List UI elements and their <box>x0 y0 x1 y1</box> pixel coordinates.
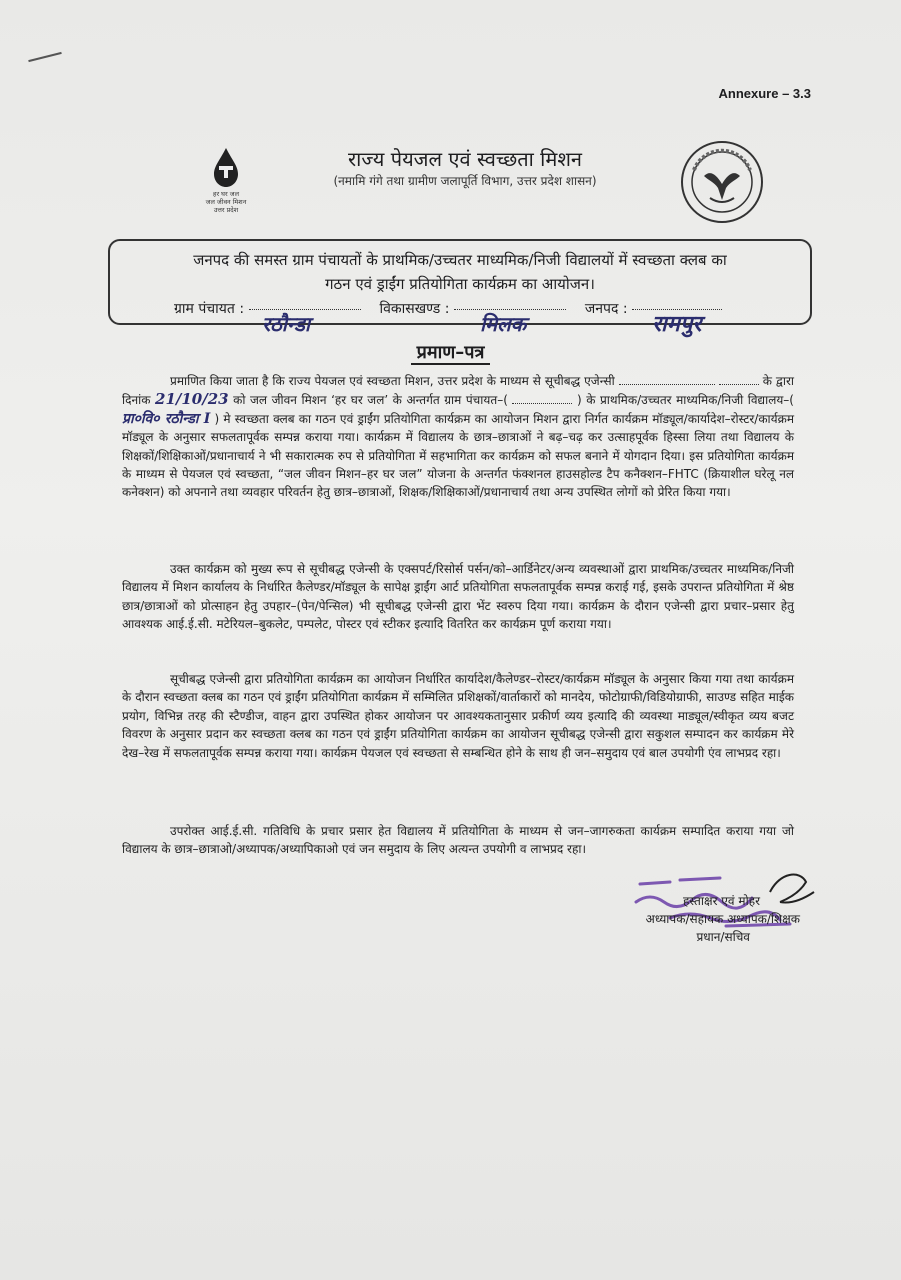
logo-tagline <box>196 190 256 214</box>
para1-text-e: ) मे स्वच्छता क्लब का गठन एवं ड्राईंग प्रतियोगिता कार्यक्रम का आयोजन मिशन द्वारा निर्गत कार्यक्रम मॉड्यूल/कार्यादेश–रोस्टर/कार्यक्रम मॉड्यूल के अनुसार सफलतापूर्वक सम्पन्न कराया गया। कार्यक्रम में विद्यालय के छात्र–छात्राओं ने बढ़–चढ़ कर उत्साहपूर्वक हिस्सा लिया तथा विद्यालय के शिक्षकों/शिक्षिकाओं/प्रधानाचार्य ने भी सकारात्मक रुप से प्रतियोगिता में सहभागिता कर कार्यक्रम को सफल बनाने में योगदान दिया। इस प्रतियोगिता कार्यक्रम के माध्यम से पेयजल एवं स्वच्छता, “जल जीवन मिशन–हर घर जल” योजना के अन्तर्गत फंक्शनल हाउसहोल्ड टैप कनैक्शन–FHTC (क्रियाशील घरेलू नल कनेक्शन) को अपनाने तथा व्यवहार परिवर्तन हेतु छात्र–छात्राओं, शिक्षक/शिक्षिकाओं/प्रधानाचार्य तथा अन्य उपस्थित लोगों को प्रेरित किया गया। <box>122 411 794 500</box>
signature-line-1: हस्ताक्षर एवं मोहर <box>682 894 760 908</box>
signature-block <box>580 880 800 946</box>
up-government-emblem-icon <box>680 140 764 224</box>
para1-text-d: ) के प्राथमिक/उच्चतर माध्यमिक/निजी विद्यालय–( <box>577 393 794 408</box>
para2-text: उक्त कार्यक्रम को मुख्य रूप से सूचीबद्ध एजेन्सी के एक्सपर्ट/रिसोर्स पर्सन/को–आर्डिनेटर/अन्य व्यवस्थाओं द्वारा प्राथमिक/उच्चतर माध्यमिक/निजी विद्यालय में मिशन कार्यालय के निर्धारित कैलेण्डर/मॉड्यूल के सापेक्ष ड्राईंग आर्ट प्रतियोगिता सफलतापूर्वक सम्पन्न कराई गई, इसके उपरान्त प्रतियोगिता में श्रेष्ठ छात्र/छात्राओं को प्रोत्साहन हेतु उपहार–(पेन/पेन्सिल) भी सूचीबद्ध एजेन्सी द्वारा भेंट स्वरुप दिया गया। कार्यक्रम के दौरान एजेन्सी द्वारा प्रचार–प्रसार हेतु आवश्यक आई.ई.सी. मटेरियल–बुकलेट, पम्पलेट, पोस्टर एवं स्टीकर इत्यादि वितरित कर कार्यक्रम पूर्ण कराया गया। <box>122 562 794 632</box>
mission-subtitle: (नमामि गंगे तथा ग्रामीण जलापूर्ति विभाग, उत्तर प्रदेश शासन) <box>333 174 597 188</box>
paper-mark <box>28 52 61 62</box>
paragraph-1 <box>122 372 794 502</box>
para1-text-b: के द्वारा दिनांक <box>122 374 794 408</box>
paragraph-3 <box>122 670 794 762</box>
logo-line-3: उत्तर प्रदेश <box>213 206 239 214</box>
paragraph-2 <box>122 560 794 634</box>
jal-jeevan-logo <box>196 146 256 216</box>
certificate-title-text: प्रमाण–पत्र <box>411 342 491 365</box>
janpad-label: जनपद : <box>584 301 628 317</box>
header <box>300 146 630 190</box>
water-drop-icon <box>210 146 242 188</box>
program-date: 21/10/23 <box>155 390 229 409</box>
program-title-line-1: जनपद की समस्त ग्राम पंचायतों के प्राथमिक/उच्चतर माध्यमिक/निजी विद्यालयों में स्वच्छता क्लब का <box>193 251 727 269</box>
para4-text: उपरोक्त आई.ई.सी. गतिविधि के प्रचार प्रसार हेत विद्यालय में प्रतियोगिता के माध्यम से जन–जागरुकता कार्यक्रम सम्पादित कराया गया जो विद्यालय के छात्र–छात्राओ/अध्यापक/अध्यापिकाओ एवं जन समुदाय के लिए अत्यन्त उपयोगी व लाभप्रद रहा। <box>122 824 794 857</box>
para1-text-c: को जल जीवन मिशन ‘हर घर जल’ के अन्तर्गत ग्राम पंचायत–( <box>233 393 508 408</box>
program-title-box <box>108 239 812 325</box>
gram-panchayat-value: रठौन्डा <box>262 312 311 336</box>
paragraph-4 <box>122 822 794 859</box>
janpad-value: रामपुर <box>652 311 702 337</box>
certificate-title <box>0 340 901 364</box>
mission-title: राज्य पेयजल एवं स्वच्छता मिशन <box>347 147 583 171</box>
para1-text-a: प्रमाणित किया जाता है कि राज्य पेयजल एवं स्वच्छता मिशन, उत्तर प्रदेश के माध्यम से सूचीबद्ध एजेन्सी <box>170 374 615 388</box>
school-name: प्रा०वि० रठौन्डा I <box>122 410 211 427</box>
vikaskhand-value: मिलक <box>480 312 527 336</box>
annexure-label: Annexure – 3.3 <box>718 86 811 101</box>
logo-line-2: जल जीवन मिशन <box>205 198 247 206</box>
program-title-line-2: गठन एवं ड्राईंग प्रतियोगिता कार्यक्रम का आयोजन। <box>325 275 595 293</box>
vikaskhand-label: विकासखण्ड : <box>379 301 450 317</box>
para3-text: सूचीबद्ध एजेन्सी द्वारा प्रतियोगिता कार्यक्रम का आयोजन निर्धारित कार्यादेश/कैलेण्डर–रोस्टर/कार्यक्रम मॉड्यूल के अनुसार किया गया तथा कार्यक्रम के दौरान स्वच्छता क्लब का गठन एवं ड्राईंग प्रतियोगिता कार्यक्रम में सम्मिलित प्रशिक्षकों/वार्ताकारों को मानदेय, फोटोग्राफी/विडियोग्राफी, साउण्ड सहित माईक प्रयोग, विभिन्न तरह की स्टैण्डीज, वाहन द्वारा उपस्थित होकर आयोजन पर आवश्यकतानुसार प्रकीर्ण व्यय इत्यादि की व्यवस्था माड्यूल/स्वीकृत व्यय बजट विवरण के अनुसार प्रदान कर स्वच्छता क्लब का गठन एवं ड्राईंग प्रतियोगिता कार्यक्रम का आयोजन सूचीबद्ध एजेन्सी द्वारा सकुशल सम्पादन कर कार्यक्रम मेरे देख–रेख में सफलतापूर्वक सम्पन्न कराया गया। कार्यक्रम पेयजल एवं स्वच्छता से सम्बन्धित होने के साथ ही जन–समुदाय एवं बाल उपयोगी एंव लाभप्रद रहा। <box>122 672 794 760</box>
logo-line-1: हर घर जल <box>213 190 239 198</box>
location-fields <box>174 299 722 318</box>
gram-panchayat-label: ग्राम पंचायत : <box>174 301 245 317</box>
signature-line-3: प्रधान/सचिव <box>696 930 750 944</box>
signature-line-2: अध्यापक/सहायक अध्यापक/शिक्षक <box>645 912 800 926</box>
